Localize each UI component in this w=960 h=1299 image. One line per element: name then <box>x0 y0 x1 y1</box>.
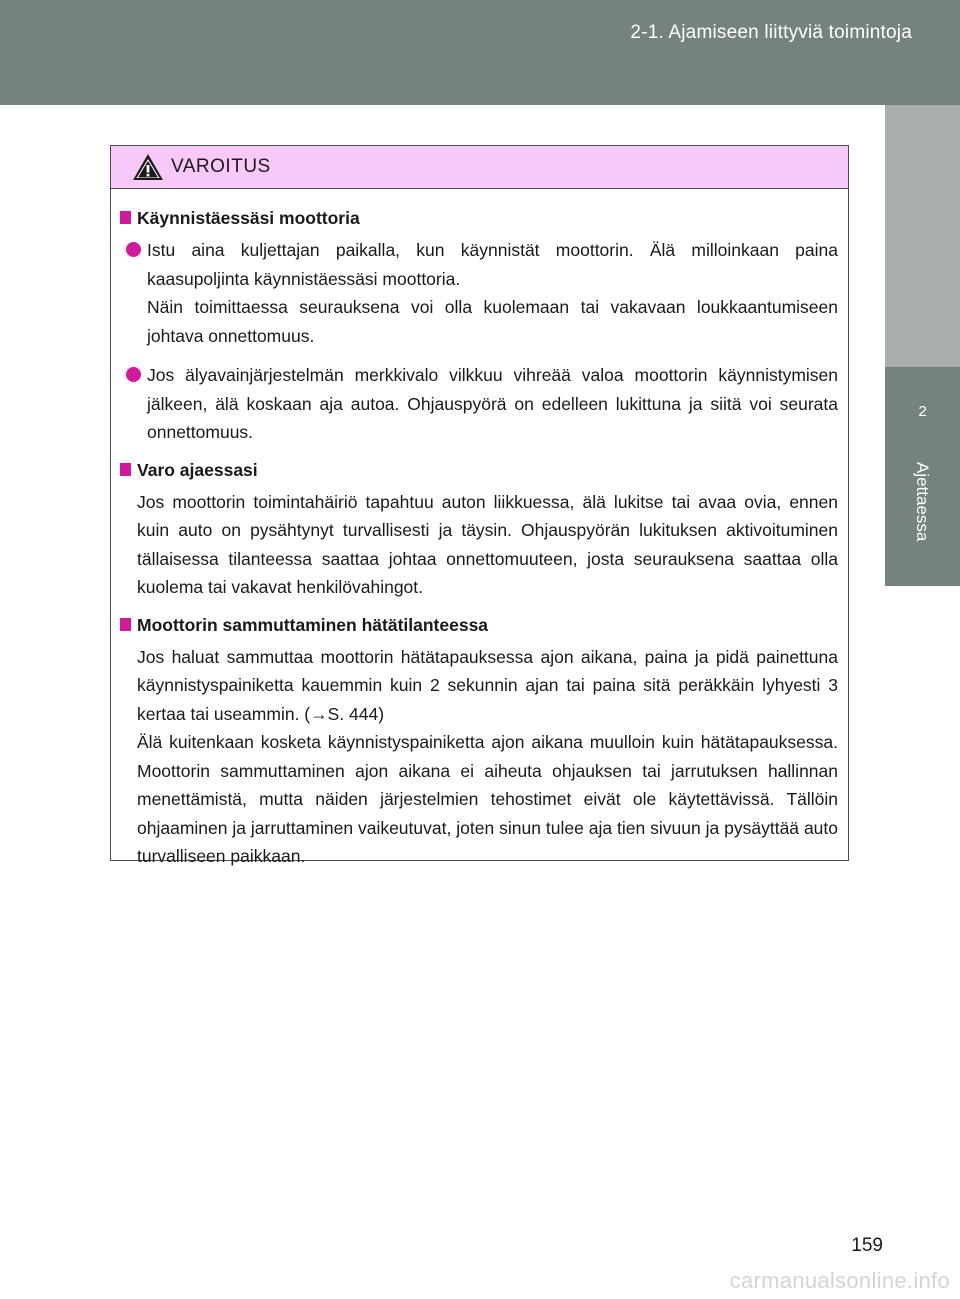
page-number: 159 <box>851 1235 883 1256</box>
top-header-bar <box>0 0 960 105</box>
warning-body <box>111 189 848 871</box>
warning-box <box>110 145 849 866</box>
warning-header <box>111 146 848 189</box>
watermark-text: carmanualsonline.info <box>729 1268 950 1293</box>
section-heading-text: Moottorin sammuttaminen hätätilanteessa <box>137 614 489 635</box>
section-heading <box>120 456 838 484</box>
warning-triangle-icon <box>131 152 165 182</box>
list-item-text: Näin toimittaessa seurauksena voi olla kuolemaan tai vakavaan loukkaantumiseen johtava onnettomuus. <box>147 297 838 346</box>
section-heading <box>120 611 838 639</box>
circle-bullet-icon <box>126 367 141 382</box>
warning-title: VAROITUS <box>171 156 271 177</box>
square-bullet-icon <box>120 618 131 631</box>
section-heading <box>120 204 838 232</box>
circle-bullet-icon <box>126 242 141 257</box>
list-item-text: Jos älyavainjärjestelmän merkkivalo vilkkuu vihreää valoa moottorin käynnistymisen jälkeen, älä koskaan aja autoa. Ohjauspyörä on edelleen lukittuna ja siitä voi seurata onnettomuus. <box>147 365 838 442</box>
paragraph: Älä kuitenkaan kosketa käynnistyspainiketta ajon aikana muulloin kuin hätätapauksessa. Moottorin sammuttaminen ajon aikana ei aiheuta ohjauksen tai jarrutuksen hallinnan menettämistä, mutta näiden järjestelmien tehostimet eivät ole käytettävissä. Tällöin ohjaaminen ja jarruttaminen vaikeutuvat, joten sinun tulee aja tien sivuun ja pysäyttää auto turvalliseen paikkaan. <box>137 732 838 866</box>
square-bullet-icon <box>120 211 131 224</box>
chapter-label: Ajettaessa <box>913 462 932 542</box>
list-item <box>120 361 838 447</box>
section-heading-text: Varo ajaessasi <box>137 459 258 480</box>
square-bullet-icon <box>120 463 131 476</box>
chapter-side-tab[interactable] <box>885 367 960 586</box>
section-title: 2-1. Ajamiseen liittyviä toimintoja <box>630 22 912 43</box>
chapter-number: 2 <box>918 403 927 420</box>
list-item <box>120 236 838 350</box>
paragraph: Jos haluat sammuttaa moottorin hätätapauksessa ajon aikana, paina ja pidä painettuna käynnistyspainiketta kauemmin kuin 2 sekunnin ajan tai paina sitä peräkkäin lyhyesti 3 kertaa tai useammin. (→S. 444) <box>137 646 838 724</box>
list-item-text: Istu aina kuljettajan paikalla, kun käynnistät moottorin. Älä milloinkaan paina kaasupoljinta käynnistäessäsi moottoria. <box>147 240 838 289</box>
section-heading-text: Käynnistäessäsi moottoria <box>137 208 360 228</box>
side-tab-spacer <box>885 105 960 367</box>
paragraph: Jos moottorin toimintahäiriö tapahtuu auton liikkuessa, älä lukitse tai avaa ovia, ennen kuin auto on pysähtynyt turvallisesti ja täysin. Ohjauspyörän lukituksen aktivoituminen tällaisessa tilanteessa saattaa johtaa onnettomuuteen, josta seurauksena saattaa olla kuolema tai vakavat henkilövahingot. <box>137 491 838 597</box>
